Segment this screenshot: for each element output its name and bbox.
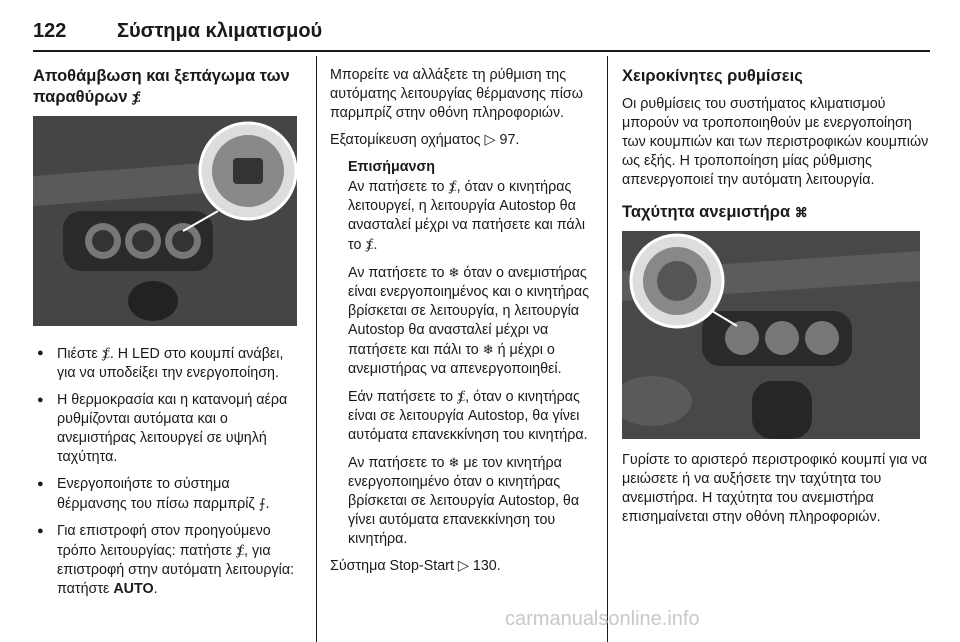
section-heading-defrost: Αποθάμβωση και ξεπάγωμα των παραθύρων ⨋ <box>33 67 290 106</box>
page-header <box>33 20 930 50</box>
air-conditioning-icon: ❄ <box>482 342 494 357</box>
climate-panel-photo <box>33 116 297 326</box>
list-item: ● Ενεργοποιήστε το σύστημα θέρμανσης του πίσω παρμπρίζ ⨍. <box>33 475 301 514</box>
climate-panel-illustration <box>33 116 297 326</box>
windscreen-defrost-icon: ⨋ <box>448 179 457 194</box>
page-title: Σύστημα κλιματισμού <box>117 20 323 42</box>
column-divider-2 <box>607 56 608 642</box>
fan-knob-photo <box>622 231 920 439</box>
fan-knob-illustration <box>622 231 920 439</box>
header-rule <box>33 50 930 52</box>
windscreen-defrost-icon: ⨋ <box>365 237 374 252</box>
windscreen-defrost-icon: ⨋ <box>101 346 110 361</box>
note-paragraph: Αν πατήσετε το ⨋, όταν ο κινητήρας λειτουργεί, η λειτουργία Autostop θα ανασταλεί μέχρι να πατήσετε και πάλι το ⨋. <box>348 179 586 253</box>
air-conditioning-icon: ❄ <box>448 455 460 470</box>
paragraph: Γυρίστε το αριστερό περιστροφικό κουμπί για να μειώσετε ή να αυξήσετε την ταχύτητα του ανεμιστήρα. Η ταχύτητα του ανεμιστήρα επισημαίνεται στην οθόνη πληροφοριών. <box>622 452 928 525</box>
note-paragraph: Εάν πατήσετε το ⨋, όταν ο κινητήρας είναι σε λειτουργία Autostop, θα γίνει αυτόματα επανεκκίνηση του κινητήρα. <box>348 389 588 443</box>
watermark: carmanualsonline.info <box>505 608 700 630</box>
column-3 <box>622 66 930 535</box>
page-number: 122 <box>33 20 67 42</box>
paragraph: Οι ρυθμίσεις του συστήματος κλιματισμού μπορούν να τροποποιηθούν με ενεργοποίηση των κουμπιών και των περιστροφικών κουμπιών ως εξής. Η τροποποίηση μίας ρύθμισης απενεργοποιεί την αυτόματη λειτουργία. <box>622 96 929 188</box>
fan-icon: ⌘ <box>794 205 808 220</box>
windscreen-defrost-icon: ⨋ <box>457 389 466 404</box>
column-1 <box>33 66 301 607</box>
column-divider-1 <box>316 56 317 642</box>
column-2 <box>330 66 596 584</box>
defrost-steps <box>33 344 301 599</box>
paragraph: Μπορείτε να αλλάξετε τη ρύθμιση της αυτόματης λειτουργίας θέρμανσης πίσω παρμπρίζ στην οθόνη πληροφοριών. <box>330 67 583 121</box>
reference-arrow-icon: ▷ <box>484 132 496 148</box>
section-heading-fan: Ταχύτητα ανεμιστήρα ⌘ <box>622 203 808 221</box>
windscreen-defrost-icon: ⨋ <box>132 90 141 105</box>
note-box <box>348 158 596 549</box>
rear-window-heating-icon: ⨍ <box>258 496 266 511</box>
windscreen-defrost-icon: ⨋ <box>235 543 245 558</box>
cross-reference: Σύστημα Stop-Start ▷ 130. <box>330 558 501 574</box>
list-item: ● Πιέστε ⨋. Η LED στο κουμπί ανάβει, για να υποδείξει την ενεργοποίηση. <box>33 344 301 383</box>
list-item: ● Για επιστροφή στον προηγούμενο τρόπο λειτουργίας: πατήστε ⨋, για επιστροφή στην αυτόματη λειτουργία: πατήστε AUTO. <box>33 522 301 599</box>
note-paragraph: Αν πατήσετε το ❄ με τον κινητήρα ενεργοποιημένο όταν ο κινητήρας βρίσκεται σε λειτουργία Autostop, θα γίνει αυτόματα επανεκκίνηση του κινητήρα. <box>348 455 580 547</box>
note-paragraph: Αν πατήσετε το ❄ όταν ο ανεμιστήρας είναι ενεργοποιημένος και ο κινητήρας βρίσκεται σε λειτουργία, η λειτουργία Autostop θα ανασταλεί μέχρι να πατήσετε και πάλι το ❄ ή μέχρι ο ανεμιστήρας να απενεργοποιηθεί. <box>348 265 589 377</box>
section-heading-manual: Χειροκίνητες ρυθμίσεις <box>622 67 803 85</box>
cross-reference: Εξατομίκευση οχήματος ▷ 97. <box>330 132 520 148</box>
reference-arrow-icon: ▷ <box>457 558 469 574</box>
note-title: Επισήμανση <box>348 159 435 175</box>
air-conditioning-icon: ❄ <box>448 265 460 280</box>
list-item: ● Η θερμοκρασία και η κατανομή αέρα ρυθμίζονται αυτόματα και ο ανεμιστήρας λειτουργεί σε υψηλή ταχύτητα. <box>33 391 301 467</box>
